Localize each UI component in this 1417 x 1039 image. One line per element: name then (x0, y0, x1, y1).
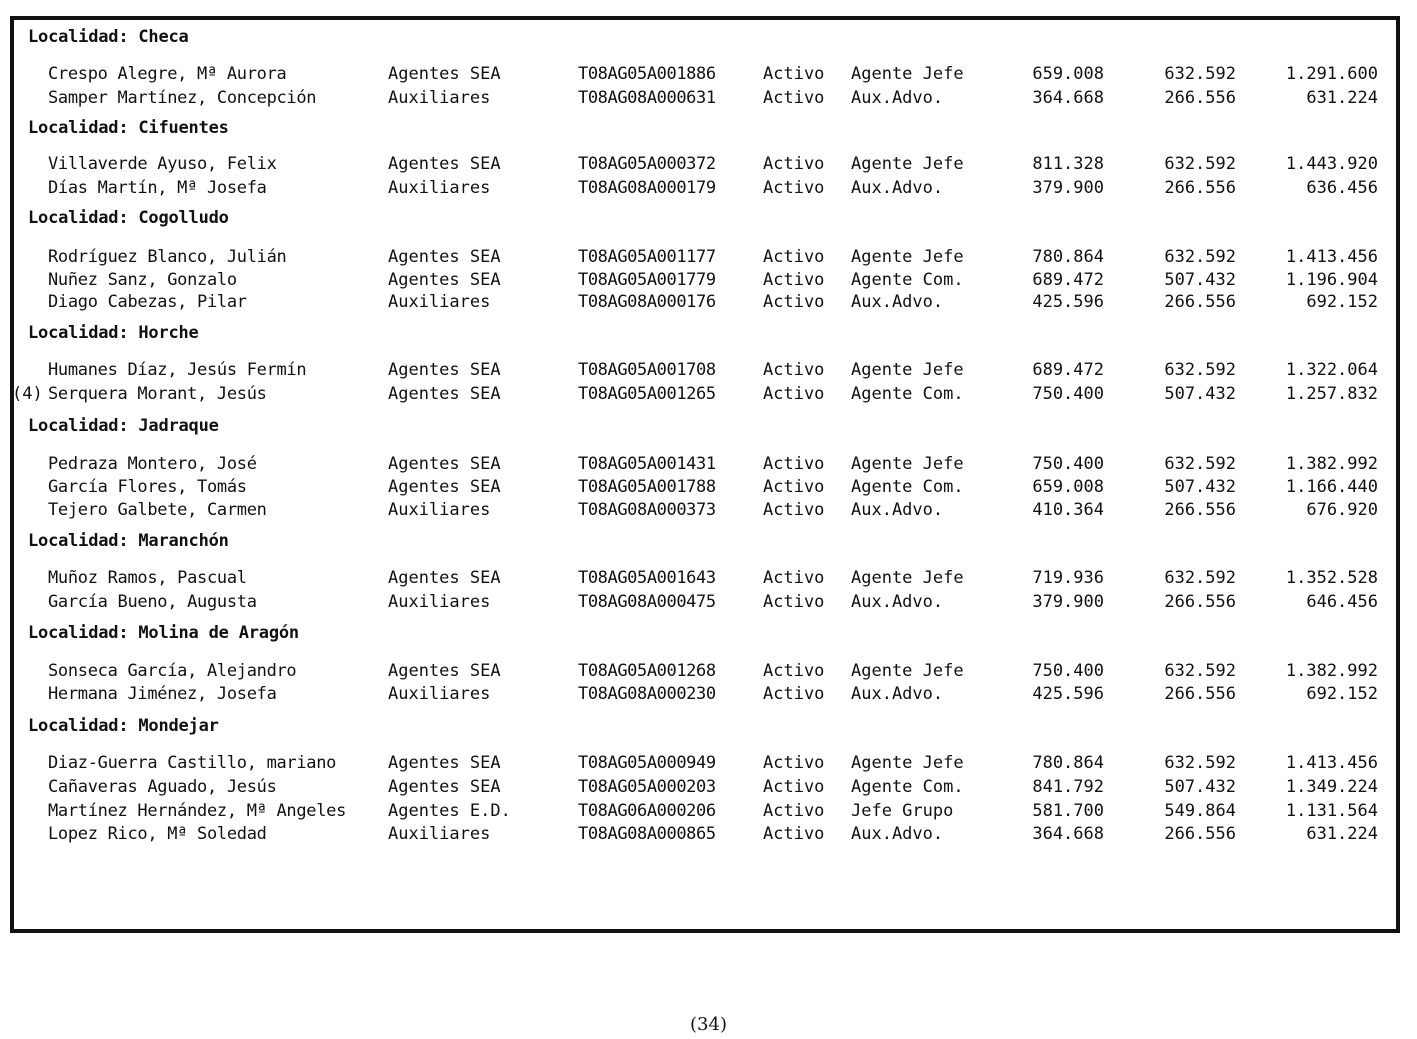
cell-code: T08AG05A001779 (578, 270, 716, 290)
cell-code: T08AG08A000865 (578, 824, 716, 844)
cell-code: T08AG05A001708 (578, 360, 716, 380)
cell-v1: 425.596 (1032, 684, 1104, 704)
cell-v2: 632.592 (1164, 454, 1236, 474)
table-row (0, 268, 1417, 292)
table-row (0, 62, 1417, 86)
cell-code: T08AG08A000631 (578, 88, 716, 108)
cell-code: T08AG05A001643 (578, 568, 716, 588)
cell-category: Agentes SEA (388, 454, 501, 474)
cell-name: García Flores, Tomás (48, 477, 247, 497)
cell-v1: 364.668 (1032, 88, 1104, 108)
table-row (0, 751, 1417, 775)
cell-status: Activo (763, 384, 825, 404)
cell-v2: 266.556 (1164, 684, 1236, 704)
cell-name: García Bueno, Augusta (48, 592, 257, 612)
cell-name: Pedraza Montero, José (48, 454, 257, 474)
cell-post: Aux.Advo. (851, 500, 944, 520)
cell-v1: 811.328 (1032, 154, 1104, 174)
cell-v1: 581.700 (1032, 801, 1104, 821)
cell-v3: 1.196.904 (1285, 270, 1378, 290)
table-row (0, 498, 1417, 522)
cell-category: Auxiliares (388, 178, 491, 198)
cell-v1: 379.900 (1032, 178, 1104, 198)
cell-name: Muñoz Ramos, Pascual (48, 568, 247, 588)
table-row (0, 86, 1417, 110)
cell-v1: 750.400 (1032, 454, 1104, 474)
cell-code: T08AG08A000179 (578, 178, 716, 198)
cell-v3: 692.152 (1306, 292, 1378, 312)
cell-post: Aux.Advo. (851, 88, 944, 108)
cell-status: Activo (763, 247, 825, 267)
cell-code: T08AG08A000230 (578, 684, 716, 704)
cell-status: Activo (763, 292, 825, 312)
cell-name: Diago Cabezas, Pilar (48, 292, 247, 312)
cell-name: Villaverde Ayuso, Felix (48, 154, 277, 174)
locality-heading: Localidad: Maranchón (28, 531, 229, 551)
cell-v2: 549.864 (1164, 801, 1236, 821)
cell-name: Lopez Rico, Mª Soledad (48, 824, 267, 844)
cell-v1: 719.936 (1032, 568, 1104, 588)
cell-v2: 507.432 (1164, 270, 1236, 290)
cell-name: Samper Martínez, Concepción (48, 88, 317, 108)
cell-post: Aux.Advo. (851, 684, 944, 704)
cell-v1: 689.472 (1032, 270, 1104, 290)
cell-category: Auxiliares (388, 292, 491, 312)
locality-heading: Localidad: Horche (28, 323, 199, 343)
cell-v2: 266.556 (1164, 500, 1236, 520)
cell-category: Agentes SEA (388, 661, 501, 681)
locality-heading: Localidad: Mondejar (28, 716, 219, 736)
cell-status: Activo (763, 154, 825, 174)
cell-name: Hermana Jiménez, Josefa (48, 684, 277, 704)
cell-post: Aux.Advo. (851, 592, 944, 612)
table-row (0, 590, 1417, 614)
cell-v1: 410.364 (1032, 500, 1104, 520)
cell-v2: 507.432 (1164, 384, 1236, 404)
cell-marker: (4) (12, 384, 43, 404)
cell-v2: 507.432 (1164, 477, 1236, 497)
cell-name: Cañaveras Aguado, Jesús (48, 777, 277, 797)
cell-v2: 266.556 (1164, 178, 1236, 198)
cell-v1: 379.900 (1032, 592, 1104, 612)
cell-code: T08AG08A000475 (578, 592, 716, 612)
cell-post: Jefe Grupo (851, 801, 954, 821)
cell-code: T08AG05A000949 (578, 753, 716, 773)
table-row (0, 799, 1417, 823)
cell-status: Activo (763, 454, 825, 474)
cell-v3: 1.382.992 (1285, 661, 1378, 681)
cell-post: Agente Com. (851, 270, 964, 290)
cell-status: Activo (763, 360, 825, 380)
cell-v2: 632.592 (1164, 661, 1236, 681)
cell-category: Agentes SEA (388, 64, 501, 84)
cell-status: Activo (763, 801, 825, 821)
cell-status: Activo (763, 661, 825, 681)
cell-status: Activo (763, 64, 825, 84)
cell-category: Auxiliares (388, 684, 491, 704)
locality-heading: Localidad: Jadraque (28, 416, 219, 436)
cell-v1: 750.400 (1032, 661, 1104, 681)
cell-category: Auxiliares (388, 824, 491, 844)
table-row (0, 152, 1417, 176)
cell-v3: 646.456 (1306, 592, 1378, 612)
cell-post: Agente Jefe (851, 360, 964, 380)
cell-v1: 780.864 (1032, 247, 1104, 267)
cell-post: Aux.Advo. (851, 178, 944, 198)
table-row (0, 682, 1417, 706)
cell-name: Nuñez Sanz, Gonzalo (48, 270, 237, 290)
table-row (0, 822, 1417, 846)
cell-code: T08AG05A000203 (578, 777, 716, 797)
cell-post: Agente Com. (851, 777, 964, 797)
table-row (0, 475, 1417, 499)
cell-v3: 1.257.832 (1285, 384, 1378, 404)
cell-category: Agentes SEA (388, 360, 501, 380)
cell-v1: 841.792 (1032, 777, 1104, 797)
cell-code: T08AG05A001268 (578, 661, 716, 681)
cell-status: Activo (763, 178, 825, 198)
table-row (0, 290, 1417, 314)
cell-v3: 676.920 (1306, 500, 1378, 520)
cell-name: Sonseca García, Alejandro (48, 661, 297, 681)
cell-name: Serquera Morant, Jesús (48, 384, 267, 404)
cell-category: Agentes SEA (388, 753, 501, 773)
cell-status: Activo (763, 592, 825, 612)
cell-v2: 266.556 (1164, 292, 1236, 312)
table-row (0, 452, 1417, 476)
cell-category: Agentes SEA (388, 154, 501, 174)
cell-v2: 632.592 (1164, 753, 1236, 773)
cell-v3: 1.131.564 (1285, 801, 1378, 821)
cell-name: Martínez Hernández, Mª Angeles (48, 801, 347, 821)
cell-v3: 1.291.600 (1285, 64, 1378, 84)
cell-v2: 266.556 (1164, 824, 1236, 844)
cell-v3: 636.456 (1306, 178, 1378, 198)
cell-v2: 266.556 (1164, 88, 1236, 108)
cell-name: Humanes Díaz, Jesús Fermín (48, 360, 307, 380)
cell-v2: 632.592 (1164, 247, 1236, 267)
cell-v3: 692.152 (1306, 684, 1378, 704)
cell-category: Auxiliares (388, 500, 491, 520)
cell-code: T08AG08A000176 (578, 292, 716, 312)
cell-category: Agentes SEA (388, 270, 501, 290)
cell-post: Agente Jefe (851, 154, 964, 174)
cell-v1: 425.596 (1032, 292, 1104, 312)
cell-code: T08AG06A000206 (578, 801, 716, 821)
table-row (0, 775, 1417, 799)
cell-code: T08AG05A001788 (578, 477, 716, 497)
cell-v1: 364.668 (1032, 824, 1104, 844)
cell-v3: 1.413.456 (1285, 753, 1378, 773)
cell-v2: 632.592 (1164, 64, 1236, 84)
cell-v2: 632.592 (1164, 568, 1236, 588)
cell-v1: 689.472 (1032, 360, 1104, 380)
cell-name: Diaz-Guerra Castillo, mariano (48, 753, 337, 773)
cell-post: Agente Jefe (851, 64, 964, 84)
cell-post: Agente Jefe (851, 568, 964, 588)
cell-post: Aux.Advo. (851, 292, 944, 312)
cell-category: Agentes SEA (388, 777, 501, 797)
cell-post: Aux.Advo. (851, 824, 944, 844)
cell-category: Agentes SEA (388, 477, 501, 497)
cell-v3: 1.352.528 (1285, 568, 1378, 588)
table-row (0, 245, 1417, 269)
cell-status: Activo (763, 824, 825, 844)
cell-v3: 1.322.064 (1285, 360, 1378, 380)
cell-v1: 750.400 (1032, 384, 1104, 404)
cell-status: Activo (763, 777, 825, 797)
cell-name: Tejero Galbete, Carmen (48, 500, 267, 520)
cell-v2: 266.556 (1164, 592, 1236, 612)
cell-v3: 1.443.920 (1285, 154, 1378, 174)
cell-v2: 632.592 (1164, 360, 1236, 380)
cell-post: Agente Jefe (851, 753, 964, 773)
cell-name: Rodríguez Blanco, Julián (48, 247, 287, 267)
cell-status: Activo (763, 753, 825, 773)
cell-post: Agente Jefe (851, 247, 964, 267)
table-row (0, 566, 1417, 590)
page-number: (34) (690, 1014, 727, 1035)
cell-v1: 780.864 (1032, 753, 1104, 773)
locality-heading: Localidad: Cifuentes (28, 118, 229, 138)
cell-v2: 507.432 (1164, 777, 1236, 797)
locality-heading: Localidad: Cogolludo (28, 208, 229, 228)
table-row (0, 659, 1417, 683)
cell-category: Agentes SEA (388, 384, 501, 404)
cell-code: T08AG05A001177 (578, 247, 716, 267)
cell-category: Agentes SEA (388, 568, 501, 588)
cell-name: Crespo Alegre, Mª Aurora (48, 64, 287, 84)
cell-category: Auxiliares (388, 592, 491, 612)
cell-status: Activo (763, 477, 825, 497)
cell-status: Activo (763, 88, 825, 108)
locality-heading: Localidad: Molina de Aragón (28, 623, 299, 643)
cell-v3: 1.382.992 (1285, 454, 1378, 474)
cell-code: T08AG05A001886 (578, 64, 716, 84)
cell-category: Agentes SEA (388, 247, 501, 267)
cell-v1: 659.008 (1032, 477, 1104, 497)
cell-code: T08AG08A000373 (578, 500, 716, 520)
cell-status: Activo (763, 568, 825, 588)
cell-category: Auxiliares (388, 88, 491, 108)
table-row (0, 358, 1417, 382)
cell-post: Agente Jefe (851, 454, 964, 474)
cell-status: Activo (763, 684, 825, 704)
cell-v3: 1.166.440 (1285, 477, 1378, 497)
cell-v3: 1.413.456 (1285, 247, 1378, 267)
cell-category: Agentes E.D. (388, 801, 511, 821)
cell-v3: 1.349.224 (1285, 777, 1378, 797)
cell-v3: 631.224 (1306, 88, 1378, 108)
cell-status: Activo (763, 270, 825, 290)
locality-heading: Localidad: Checa (28, 27, 189, 47)
cell-post: Agente Com. (851, 384, 964, 404)
cell-v2: 632.592 (1164, 154, 1236, 174)
table-row (0, 176, 1417, 200)
cell-v3: 631.224 (1306, 824, 1378, 844)
cell-code: T08AG05A001431 (578, 454, 716, 474)
table-row (0, 382, 1417, 406)
cell-code: T08AG05A000372 (578, 154, 716, 174)
cell-v1: 659.008 (1032, 64, 1104, 84)
cell-code: T08AG05A001265 (578, 384, 716, 404)
cell-post: Agente Com. (851, 477, 964, 497)
cell-post: Agente Jefe (851, 661, 964, 681)
cell-name: Días Martín, Mª Josefa (48, 178, 267, 198)
cell-status: Activo (763, 500, 825, 520)
